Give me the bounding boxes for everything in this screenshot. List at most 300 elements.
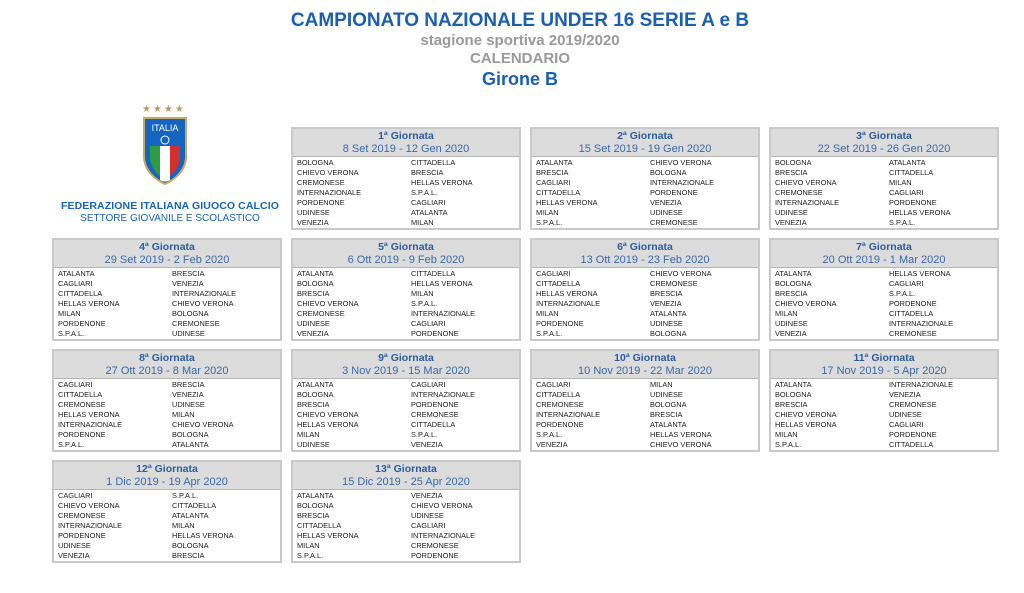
- match-list: [771, 379, 997, 450]
- calendar-label: CALENDARIO: [470, 50, 570, 67]
- away-team: CHIEVO VERONA: [172, 299, 234, 308]
- away-team: UDINESE: [650, 208, 683, 217]
- home-team: ATALANTA: [58, 269, 95, 278]
- home-team: CREMONESE: [297, 178, 345, 187]
- home-team: HELLAS VERONA: [536, 289, 598, 298]
- away-team: INTERNAZIONALE: [889, 319, 954, 328]
- match-row: [58, 390, 280, 400]
- round-header: [293, 351, 519, 379]
- match-row: [536, 390, 758, 400]
- away-team: CREMONESE: [650, 279, 698, 288]
- away-team: S.P.A.L.: [411, 188, 438, 197]
- match-row: [297, 521, 519, 531]
- round-card: [769, 349, 999, 452]
- home-team: CAGLIARI: [58, 380, 93, 389]
- away-team: CHIEVO VERONA: [650, 158, 712, 167]
- match-row: [58, 420, 280, 430]
- away-team: MILAN: [411, 289, 434, 298]
- match-list: [293, 379, 519, 450]
- home-team: CITTADELLA: [58, 390, 103, 399]
- round-header: [293, 240, 519, 268]
- home-team: INTERNAZIONALE: [536, 299, 601, 308]
- away-team: INTERNAZIONALE: [411, 531, 476, 540]
- match-row: [536, 188, 758, 198]
- away-team: CAGLIARI: [889, 420, 924, 429]
- home-team: S.P.A.L.: [58, 329, 85, 338]
- season-label: stagione sportiva 2019/2020: [420, 32, 620, 49]
- match-row: [297, 420, 519, 430]
- match-row: [297, 158, 519, 168]
- home-team: ATALANTA: [297, 269, 334, 278]
- away-team: PORDENONE: [411, 329, 459, 338]
- away-team: ATALANTA: [889, 158, 926, 167]
- round-header: [771, 351, 997, 379]
- match-row: [536, 410, 758, 420]
- round-header: [54, 462, 280, 490]
- match-row: [297, 380, 519, 390]
- match-row: [297, 299, 519, 309]
- home-team: CHIEVO VERONA: [775, 178, 837, 187]
- home-team: HELLAS VERONA: [297, 531, 359, 540]
- match-row: [58, 501, 280, 511]
- match-row: [775, 198, 997, 208]
- home-team: CITTADELLA: [297, 521, 342, 530]
- round-card: [52, 238, 282, 341]
- round-card: [769, 127, 999, 230]
- home-team: BOLOGNA: [297, 390, 334, 399]
- match-row: [58, 521, 280, 531]
- home-team: BRESCIA: [536, 168, 569, 177]
- home-team: BRESCIA: [775, 289, 808, 298]
- away-team: PORDENONE: [889, 299, 937, 308]
- away-team: UDINESE: [172, 400, 205, 409]
- away-team: CREMONESE: [889, 400, 937, 409]
- away-team: BRESCIA: [172, 380, 205, 389]
- away-team: HELLAS VERONA: [411, 279, 473, 288]
- match-row: [536, 158, 758, 168]
- home-team: MILAN: [536, 208, 559, 217]
- match-row: [775, 168, 997, 178]
- away-team: BOLOGNA: [172, 541, 209, 550]
- home-team: ATALANTA: [536, 158, 573, 167]
- round-header: [293, 462, 519, 490]
- home-team: VENEZIA: [58, 551, 90, 560]
- away-team: BRESCIA: [650, 289, 683, 298]
- home-team: CITTADELLA: [536, 390, 581, 399]
- away-team: HELLAS VERONA: [172, 531, 234, 540]
- away-team: CAGLIARI: [889, 279, 924, 288]
- home-team: S.P.A.L.: [536, 329, 563, 338]
- away-team: MILAN: [172, 410, 195, 419]
- away-team: PORDENONE: [411, 400, 459, 409]
- match-row: [775, 430, 997, 440]
- match-list: [532, 268, 758, 339]
- match-row: [297, 178, 519, 188]
- home-team: VENEZIA: [297, 218, 329, 227]
- match-list: [532, 379, 758, 450]
- away-team: HELLAS VERONA: [889, 208, 951, 217]
- home-team: MILAN: [297, 541, 320, 550]
- home-team: BOLOGNA: [297, 158, 334, 167]
- away-team: CITTADELLA: [411, 420, 456, 429]
- document-header: [0, 10, 1024, 90]
- match-row: [775, 178, 997, 188]
- match-row: [297, 551, 519, 561]
- away-team: CITTADELLA: [889, 440, 934, 449]
- match-row: [297, 168, 519, 178]
- round-header: [54, 351, 280, 379]
- home-team: BRESCIA: [775, 400, 808, 409]
- home-team: CHIEVO VERONA: [58, 501, 120, 510]
- away-team: BOLOGNA: [172, 309, 209, 318]
- match-row: [297, 430, 519, 440]
- italia-shield-icon: [142, 116, 188, 186]
- round-dates: 29 Set 2019 - 2 Feb 2020: [104, 254, 230, 266]
- home-team: UDINESE: [58, 541, 91, 550]
- match-row: [536, 329, 758, 339]
- match-row: [775, 299, 997, 309]
- group-label: Girone B: [481, 69, 558, 89]
- away-team: CITTADELLA: [172, 501, 217, 510]
- svg-text:ITALIA: ITALIA: [151, 123, 179, 133]
- match-row: [297, 531, 519, 541]
- away-team: UDINESE: [650, 319, 683, 328]
- round-card: [530, 349, 760, 452]
- round-dates: 3 Nov 2019 - 15 Mar 2020: [342, 365, 470, 377]
- federation-name: FEDERAZIONE ITALIANA GIUOCO CALCIO: [60, 200, 280, 212]
- home-team: INTERNAZIONALE: [297, 188, 362, 197]
- match-row: [775, 390, 997, 400]
- home-team: PORDENONE: [536, 319, 584, 328]
- away-team: BRESCIA: [172, 551, 205, 560]
- match-row: [775, 269, 997, 279]
- round-card: [291, 349, 521, 452]
- away-team: BOLOGNA: [650, 400, 687, 409]
- home-team: S.P.A.L.: [536, 218, 563, 227]
- round-number: 9ª Giornata: [378, 352, 434, 364]
- match-row: [775, 208, 997, 218]
- home-team: BOLOGNA: [297, 501, 334, 510]
- home-team: CHIEVO VERONA: [297, 299, 359, 308]
- round-number: 5ª Giornata: [378, 241, 434, 253]
- round-card: [52, 460, 282, 563]
- home-team: CAGLIARI: [536, 269, 571, 278]
- home-team: VENEZIA: [775, 218, 807, 227]
- home-team: CITTADELLA: [536, 188, 581, 197]
- away-team: CAGLIARI: [411, 198, 446, 207]
- home-team: MILAN: [775, 430, 798, 439]
- away-team: BOLOGNA: [172, 430, 209, 439]
- away-team: BOLOGNA: [650, 168, 687, 177]
- away-team: VENEZIA: [172, 390, 204, 399]
- away-team: CHIEVO VERONA: [650, 269, 712, 278]
- match-row: [536, 420, 758, 430]
- home-team: VENEZIA: [536, 440, 568, 449]
- away-team: PORDENONE: [650, 188, 698, 197]
- away-team: ATALANTA: [650, 309, 687, 318]
- away-team: BRESCIA: [411, 168, 444, 177]
- away-team: HELLAS VERONA: [650, 430, 712, 439]
- away-team: CREMONESE: [889, 329, 937, 338]
- match-row: [775, 329, 997, 339]
- match-row: [775, 400, 997, 410]
- match-row: [297, 289, 519, 299]
- match-row: [297, 279, 519, 289]
- match-row: [775, 218, 997, 228]
- match-row: [58, 289, 280, 299]
- away-team: MILAN: [411, 218, 434, 227]
- figc-logo: [60, 100, 280, 228]
- match-list: [293, 157, 519, 228]
- home-team: INTERNAZIONALE: [536, 410, 601, 419]
- round-header: [293, 129, 519, 157]
- away-team: MILAN: [889, 178, 912, 187]
- home-team: ATALANTA: [297, 491, 334, 500]
- home-team: CHIEVO VERONA: [775, 299, 837, 308]
- match-row: [297, 390, 519, 400]
- round-number: 10ª Giornata: [614, 352, 676, 364]
- home-team: CAGLIARI: [58, 491, 93, 500]
- away-team: BOLOGNA: [650, 329, 687, 338]
- round-number: 4ª Giornata: [139, 241, 195, 253]
- round-card: [52, 349, 282, 452]
- match-row: [775, 410, 997, 420]
- away-team: PORDENONE: [889, 430, 937, 439]
- match-row: [297, 188, 519, 198]
- round-dates: 15 Dic 2019 - 25 Apr 2020: [342, 476, 470, 488]
- home-team: CREMONESE: [58, 511, 106, 520]
- away-team: VENEZIA: [650, 198, 682, 207]
- away-team: MILAN: [650, 380, 673, 389]
- match-row: [297, 198, 519, 208]
- home-team: CAGLIARI: [536, 178, 571, 187]
- away-team: INTERNAZIONALE: [650, 178, 715, 187]
- match-row: [297, 269, 519, 279]
- round-dates: 15 Set 2019 - 19 Gen 2020: [578, 143, 712, 155]
- away-team: CAGLIARI: [411, 319, 446, 328]
- round-header: [54, 240, 280, 268]
- away-team: BRESCIA: [172, 269, 205, 278]
- home-team: CREMONESE: [58, 400, 106, 409]
- round-number: 13ª Giornata: [375, 463, 437, 475]
- away-team: HELLAS VERONA: [411, 178, 473, 187]
- match-row: [58, 309, 280, 319]
- round-number: 2ª Giornata: [617, 130, 673, 142]
- match-row: [536, 198, 758, 208]
- match-list: [532, 157, 758, 228]
- home-team: PORDENONE: [58, 430, 106, 439]
- away-team: S.P.A.L.: [889, 218, 916, 227]
- home-team: S.P.A.L.: [536, 430, 563, 439]
- round-number: 3ª Giornata: [856, 130, 912, 142]
- match-row: [536, 380, 758, 390]
- away-team: S.P.A.L.: [411, 430, 438, 439]
- match-row: [775, 440, 997, 450]
- round-dates: 22 Set 2019 - 26 Gen 2020: [817, 143, 951, 155]
- home-team: BOLOGNA: [297, 279, 334, 288]
- away-team: CHIEVO VERONA: [411, 501, 473, 510]
- away-team: INTERNAZIONALE: [889, 380, 954, 389]
- match-row: [58, 269, 280, 279]
- match-row: [297, 541, 519, 551]
- home-team: BOLOGNA: [775, 390, 812, 399]
- away-team: INTERNAZIONALE: [411, 309, 476, 318]
- match-row: [536, 208, 758, 218]
- round-number: 7ª Giornata: [856, 241, 912, 253]
- home-team: CREMONESE: [297, 309, 345, 318]
- home-team: ATALANTA: [775, 269, 812, 278]
- round-card: [530, 127, 760, 230]
- match-list: [771, 157, 997, 228]
- away-team: ATALANTA: [172, 511, 209, 520]
- round-dates: 10 Nov 2019 - 22 Mar 2020: [578, 365, 712, 377]
- match-row: [297, 208, 519, 218]
- away-team: HELLAS VERONA: [889, 269, 951, 278]
- away-team: INTERNAZIONALE: [172, 289, 237, 298]
- match-row: [536, 319, 758, 329]
- match-row: [775, 158, 997, 168]
- round-dates: 20 Ott 2019 - 1 Mar 2020: [822, 254, 946, 266]
- round-header: [532, 129, 758, 157]
- away-team: BRESCIA: [650, 410, 683, 419]
- match-row: [58, 299, 280, 309]
- match-row: [297, 511, 519, 521]
- away-team: UDINESE: [650, 390, 683, 399]
- away-team: VENEZIA: [172, 279, 204, 288]
- home-team: S.P.A.L.: [58, 440, 85, 449]
- match-row: [297, 309, 519, 319]
- home-team: INTERNAZIONALE: [58, 420, 123, 429]
- home-team: HELLAS VERONA: [58, 410, 120, 419]
- home-team: UDINESE: [297, 319, 330, 328]
- home-team: MILAN: [775, 309, 798, 318]
- round-dates: 1 Dic 2019 - 19 Apr 2020: [106, 476, 228, 488]
- home-team: MILAN: [58, 309, 81, 318]
- match-row: [58, 541, 280, 551]
- round-dates: 17 Nov 2019 - 5 Apr 2020: [821, 365, 947, 377]
- home-team: MILAN: [536, 309, 559, 318]
- home-team: VENEZIA: [775, 329, 807, 338]
- round-dates: 6 Ott 2019 - 9 Feb 2020: [347, 254, 465, 266]
- match-row: [58, 511, 280, 521]
- away-team: CITTADELLA: [411, 158, 456, 167]
- home-team: CITTADELLA: [536, 279, 581, 288]
- round-number: 1ª Giornata: [378, 130, 434, 142]
- home-team: CAGLIARI: [58, 279, 93, 288]
- match-row: [297, 410, 519, 420]
- home-team: INTERNAZIONALE: [775, 198, 840, 207]
- round-header: [532, 351, 758, 379]
- home-team: BOLOGNA: [775, 279, 812, 288]
- match-row: [775, 319, 997, 329]
- away-team: VENEZIA: [889, 390, 921, 399]
- round-dates: 13 Ott 2019 - 23 Feb 2020: [580, 254, 710, 266]
- match-row: [536, 430, 758, 440]
- match-row: [58, 531, 280, 541]
- match-row: [536, 289, 758, 299]
- home-team: PORDENONE: [58, 319, 106, 328]
- match-list: [54, 379, 280, 450]
- match-row: [297, 440, 519, 450]
- home-team: PORDENONE: [58, 531, 106, 540]
- round-number: 6ª Giornata: [617, 241, 673, 253]
- home-team: CREMONESE: [536, 400, 584, 409]
- home-team: PORDENONE: [536, 420, 584, 429]
- home-team: UDINESE: [775, 319, 808, 328]
- match-row: [58, 329, 280, 339]
- match-row: [536, 299, 758, 309]
- round-header: [771, 129, 997, 157]
- away-team: PORDENONE: [411, 551, 459, 560]
- home-team: BRESCIA: [297, 289, 330, 298]
- match-row: [536, 440, 758, 450]
- match-row: [297, 319, 519, 329]
- stars-icon: ★★★★: [142, 104, 186, 115]
- match-row: [536, 279, 758, 289]
- home-team: PORDENONE: [297, 198, 345, 207]
- away-team: CREMONESE: [650, 218, 698, 227]
- match-row: [58, 380, 280, 390]
- away-team: CITTADELLA: [889, 168, 934, 177]
- home-team: MILAN: [297, 430, 320, 439]
- home-team: HELLAS VERONA: [58, 299, 120, 308]
- away-team: S.P.A.L.: [411, 299, 438, 308]
- match-row: [536, 309, 758, 319]
- home-team: BOLOGNA: [775, 158, 812, 167]
- away-team: ATALANTA: [172, 440, 209, 449]
- away-team: VENEZIA: [411, 491, 443, 500]
- match-row: [775, 309, 997, 319]
- away-team: CAGLIARI: [411, 380, 446, 389]
- home-team: BRESCIA: [775, 168, 808, 177]
- home-team: S.P.A.L.: [775, 440, 802, 449]
- home-team: CAGLIARI: [536, 380, 571, 389]
- away-team: CITTADELLA: [411, 269, 456, 278]
- round-card: [530, 238, 760, 341]
- match-list: [293, 490, 519, 561]
- match-row: [58, 551, 280, 561]
- away-team: PORDENONE: [889, 198, 937, 207]
- home-team: UDINESE: [297, 208, 330, 217]
- home-team: S.P.A.L.: [297, 551, 324, 560]
- round-number: 11ª Giornata: [853, 352, 915, 364]
- home-team: BRESCIA: [297, 511, 330, 520]
- match-row: [775, 289, 997, 299]
- away-team: UDINESE: [172, 329, 205, 338]
- match-row: [297, 501, 519, 511]
- round-card: [291, 127, 521, 230]
- match-row: [536, 218, 758, 228]
- match-row: [58, 491, 280, 501]
- match-row: [297, 218, 519, 228]
- match-row: [536, 400, 758, 410]
- away-team: ATALANTA: [411, 208, 448, 217]
- match-row: [297, 491, 519, 501]
- round-number: 12ª Giornata: [136, 463, 198, 475]
- away-team: CREMONESE: [411, 410, 459, 419]
- home-team: UDINESE: [297, 440, 330, 449]
- match-row: [297, 400, 519, 410]
- home-team: CREMONESE: [775, 188, 823, 197]
- match-row: [58, 279, 280, 289]
- round-card: [291, 460, 521, 563]
- home-team: VENEZIA: [297, 329, 329, 338]
- round-dates: 8 Set 2019 - 12 Gen 2020: [342, 143, 470, 155]
- away-team: S.P.A.L.: [172, 491, 199, 500]
- page-title: CAMPIONATO NAZIONALE UNDER 16 SERIE A e B: [290, 10, 750, 31]
- home-team: ATALANTA: [775, 380, 812, 389]
- match-row: [775, 188, 997, 198]
